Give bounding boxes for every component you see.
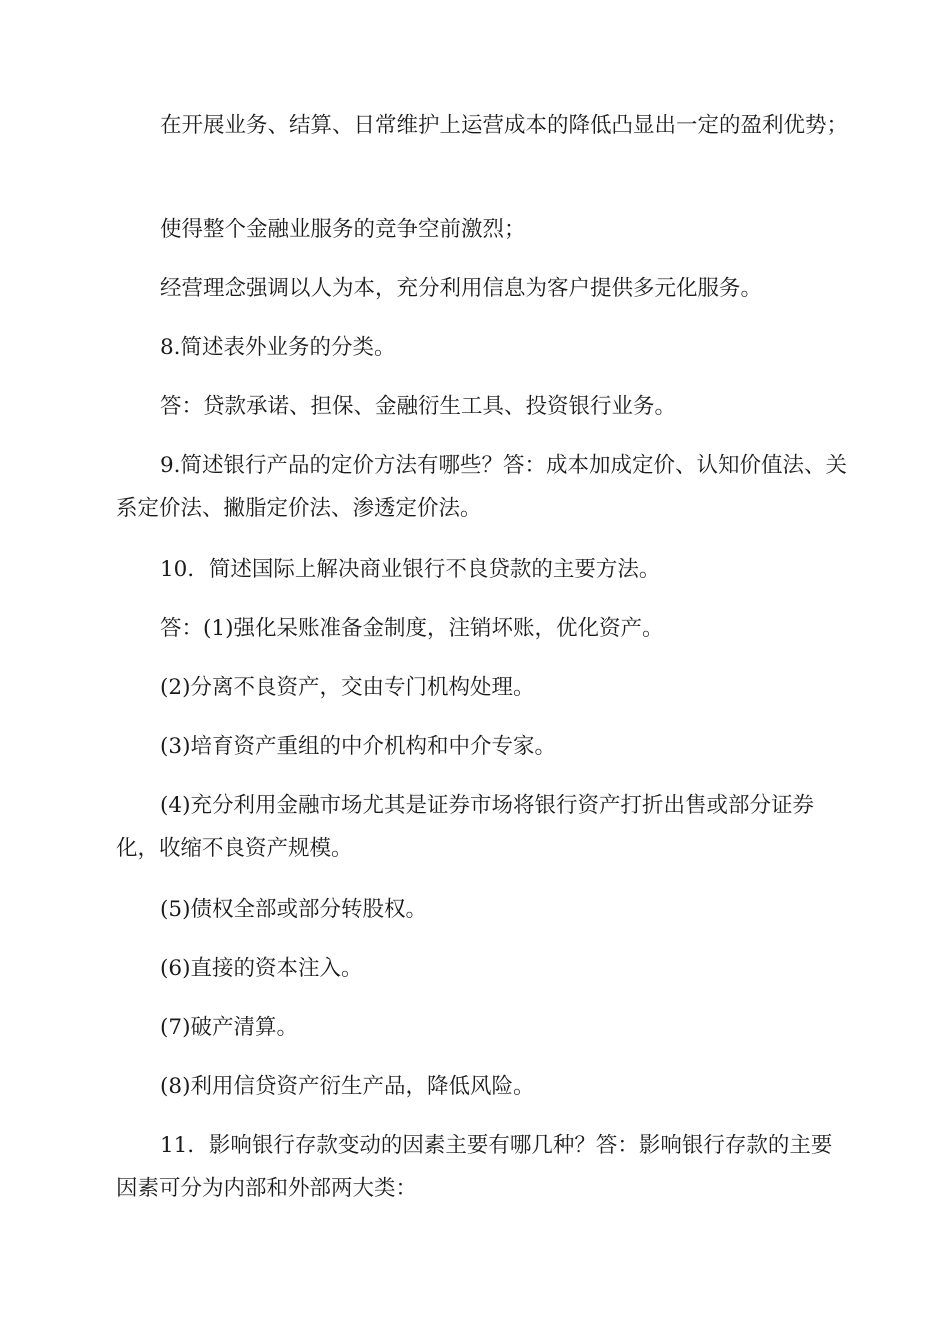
answer-10-item-7: (7)破产清算。 <box>160 1015 298 1040</box>
answer-10-item-3: (3)培育资产重组的中介机构和中介专家。 <box>160 734 556 759</box>
question-11-with-answer: 11．影响银行存款变动的因素主要有哪几种？答：影响银行存款的主要因素可分为内部和外部两大类： <box>116 1133 833 1201</box>
paragraph-cost-advantage: 在开展业务、结算、日常维护上运营成本的降低凸显出一定的盈利优势； <box>160 113 849 138</box>
answer-10-item-2: (2)分离不良资产，交由专门机构处理。 <box>160 675 535 700</box>
question-10: 10．简述国际上解决商业银行不良贷款的主要方法。 <box>160 557 661 582</box>
answer-10-item-6: (6)直接的资本注入。 <box>160 956 363 981</box>
question-8: 8.简述表外业务的分类。 <box>160 335 396 360</box>
answer-10-item-1: 答：(1)强化呆账准备金制度，注销坏账，优化资产。 <box>160 616 664 641</box>
answer-8: 答：贷款承诺、担保、金融衍生工具、投资银行业务。 <box>160 394 677 419</box>
paragraph-competition: 使得整个金融业服务的竞争空前激烈； <box>160 217 526 242</box>
question-9-with-answer: 9.简述银行产品的定价方法有哪些？答：成本加成定价、认知价值法、关系定价法、撇脂定价法、渗透定价法。 <box>116 453 848 521</box>
paragraph-business-philosophy: 经营理念强调以人为本，充分利用信息为客户提供多元化服务。 <box>160 276 763 301</box>
answer-10-item-8: (8)利用信贷资产衍生产品，降低风险。 <box>160 1074 535 1099</box>
answer-10-item-4: (4)充分利用金融市场尤其是证券市场将银行资产打折出售或部分证券化，收缩不良资产规模。 <box>116 793 814 861</box>
answer-10-item-5: (5)债权全部或部分转股权。 <box>160 897 427 922</box>
